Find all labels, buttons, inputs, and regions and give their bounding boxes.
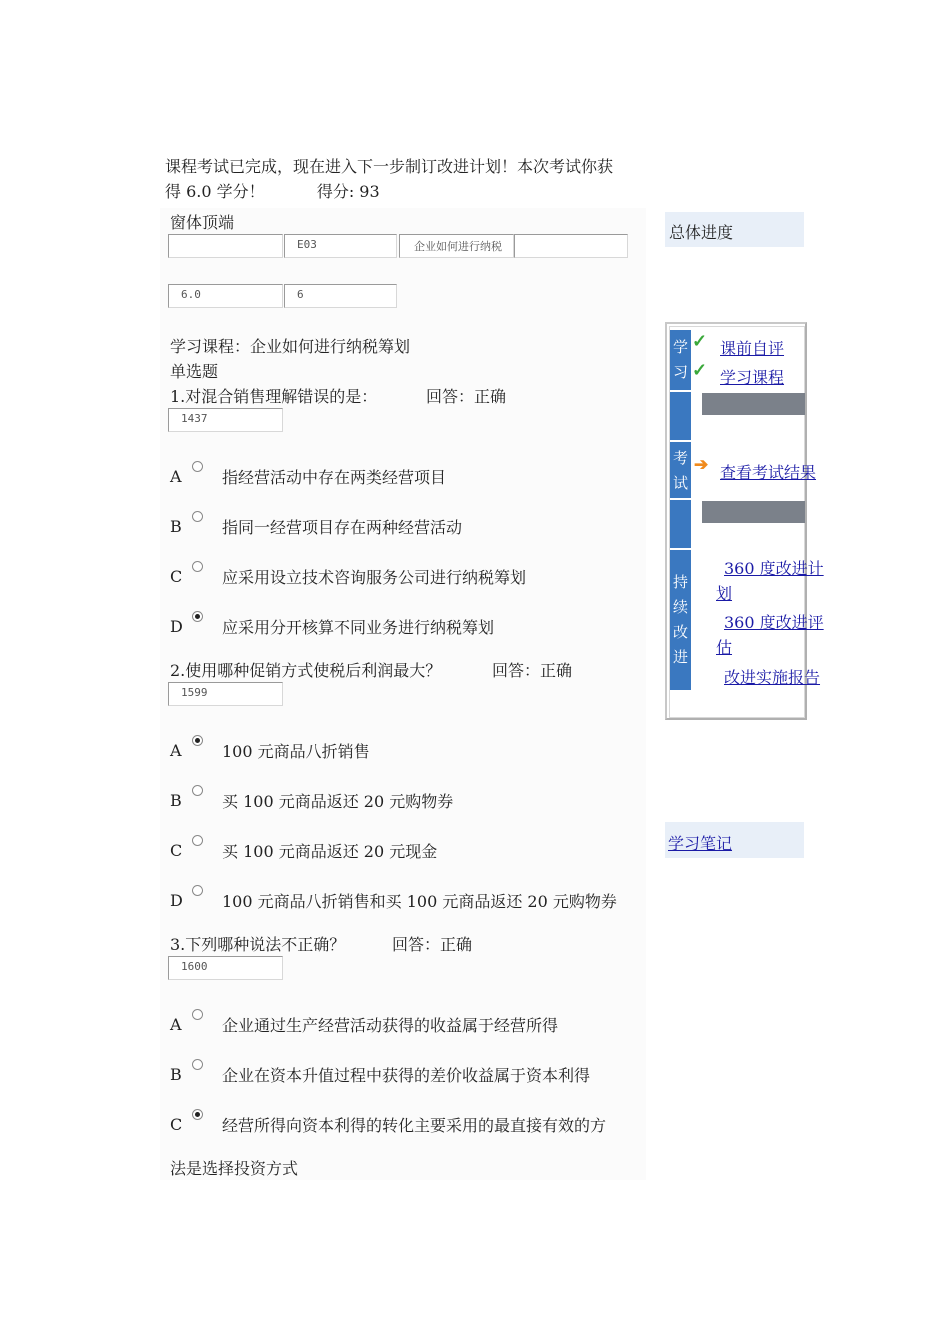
- form-field-1[interactable]: [168, 234, 283, 258]
- form-field-credit[interactable]: 6.0: [168, 284, 283, 308]
- option-text: 企业通过生产经营活动获得的收益属于经营所得: [222, 1016, 559, 1035]
- radio-icon[interactable]: [192, 1009, 203, 1020]
- nav-exam-label: 考试: [672, 449, 688, 492]
- progress-bar-exam: [702, 501, 805, 523]
- radio-icon[interactable]: [192, 1059, 203, 1070]
- radio-icon[interactable]: [192, 785, 203, 796]
- question-1-answer: 回答：正确: [426, 387, 507, 406]
- link-360-plan-cont[interactable]: 划: [716, 584, 733, 603]
- nav-section-study: [670, 330, 691, 390]
- form-field-4[interactable]: [514, 234, 628, 258]
- question-1-code[interactable]: 1437: [168, 408, 283, 432]
- nav-section-exam: [670, 442, 691, 498]
- option-text: 应采用分开核算不同业务进行纳税筹划: [222, 618, 495, 637]
- radio-icon[interactable]: [192, 885, 203, 896]
- completion-message: 课程考试已完成，现在进入下一步制订改进计划！本次考试你获: [165, 157, 614, 176]
- radio-icon[interactable]: [192, 461, 203, 472]
- arrow-right-icon: ➔: [694, 455, 709, 475]
- radio-icon[interactable]: [192, 511, 203, 522]
- option-text: 企业在资本升值过程中获得的差价收益属于资本利得: [222, 1066, 591, 1085]
- form-top-label: 窗体顶端: [170, 213, 235, 232]
- option-letter: D: [170, 617, 183, 636]
- form-field-count[interactable]: 6: [284, 284, 397, 308]
- section-title: 单选题: [170, 362, 219, 381]
- check-icon: ✓: [692, 360, 708, 381]
- credit-text: 得 6.0 学分！: [165, 182, 265, 201]
- option-letter: B: [170, 1065, 182, 1084]
- option-text: 应采用设立技术咨询服务公司进行纳税筹划: [222, 568, 527, 587]
- question-2-code[interactable]: 1599: [168, 682, 283, 706]
- radio-icon[interactable]: [192, 561, 203, 572]
- check-icon: ✓: [692, 331, 708, 352]
- radio-icon[interactable]: [192, 835, 203, 846]
- option-text: 指同一经营项目存在两种经营活动: [222, 518, 463, 537]
- option-letter: A: [170, 741, 182, 760]
- option-letter: C: [170, 567, 183, 586]
- credit-line: [165, 179, 380, 204]
- nav-section-improve: [670, 550, 691, 690]
- radio-icon[interactable]: [192, 735, 203, 746]
- option-text: 指经营活动中存在两类经营项目: [222, 468, 447, 487]
- link-pre-assessment[interactable]: 课前自评: [720, 339, 785, 358]
- option-letter: D: [170, 891, 183, 910]
- link-improvement-report[interactable]: 改进实施报告: [724, 668, 821, 687]
- progress-label: 总体进度: [669, 223, 734, 242]
- option-letter: A: [170, 1015, 182, 1034]
- option-text: 买 100 元商品返还 20 元购物券: [222, 792, 454, 811]
- progress-bar-study: [702, 393, 805, 415]
- nav-bar-study-ext: [670, 392, 691, 440]
- radio-icon[interactable]: [192, 1109, 203, 1120]
- link-study-course[interactable]: 学习课程: [720, 368, 785, 387]
- option-text: 经营所得向资本利得的转化主要采用的最直接有效的方: [222, 1116, 607, 1135]
- question-3-answer: 回答：正确: [392, 935, 473, 954]
- option-text: 100 元商品八折销售: [222, 742, 370, 761]
- nav-improve-label: 持续改进: [672, 573, 688, 666]
- option-letter: B: [170, 517, 182, 536]
- link-360-plan[interactable]: 360 度改进计: [724, 559, 824, 578]
- link-study-notes[interactable]: 学习笔记: [668, 834, 733, 853]
- question-3-code[interactable]: 1600: [168, 956, 283, 980]
- nav-bar-exam-ext: [670, 500, 691, 548]
- option-text: 100 元商品八折销售和买 100 元商品返还 20 元购物券: [222, 892, 617, 911]
- option-text: 买 100 元商品返还 20 元现金: [222, 842, 438, 861]
- link-view-exam-result[interactable]: 查看考试结果: [720, 463, 817, 482]
- option-letter: C: [170, 841, 183, 860]
- question-2-title: 2.使用哪种促销方式使税后利润最大？: [170, 661, 442, 680]
- nav-study-label: 学习: [672, 338, 688, 381]
- course-line: 学习课程：企业如何进行纳税筹划: [170, 337, 411, 356]
- score-text: 得分: 93: [316, 182, 380, 201]
- question-3-title: 3.下列哪种说法不正确？: [170, 935, 346, 954]
- option-letter: A: [170, 467, 182, 486]
- option-letter: B: [170, 791, 182, 810]
- option-letter: C: [170, 1115, 183, 1134]
- form-field-3[interactable]: 企业如何进行纳税: [399, 234, 514, 258]
- form-field-2[interactable]: E03: [284, 234, 397, 258]
- link-360-eval-cont[interactable]: 估: [716, 638, 733, 657]
- radio-icon[interactable]: [192, 611, 203, 622]
- option-text-continued: 法是选择投资方式: [170, 1159, 299, 1178]
- question-1-title: 1.对混合销售理解错误的是：: [170, 387, 378, 406]
- question-2-answer: 回答：正确: [492, 661, 573, 680]
- link-360-eval[interactable]: 360 度改进评: [724, 613, 824, 632]
